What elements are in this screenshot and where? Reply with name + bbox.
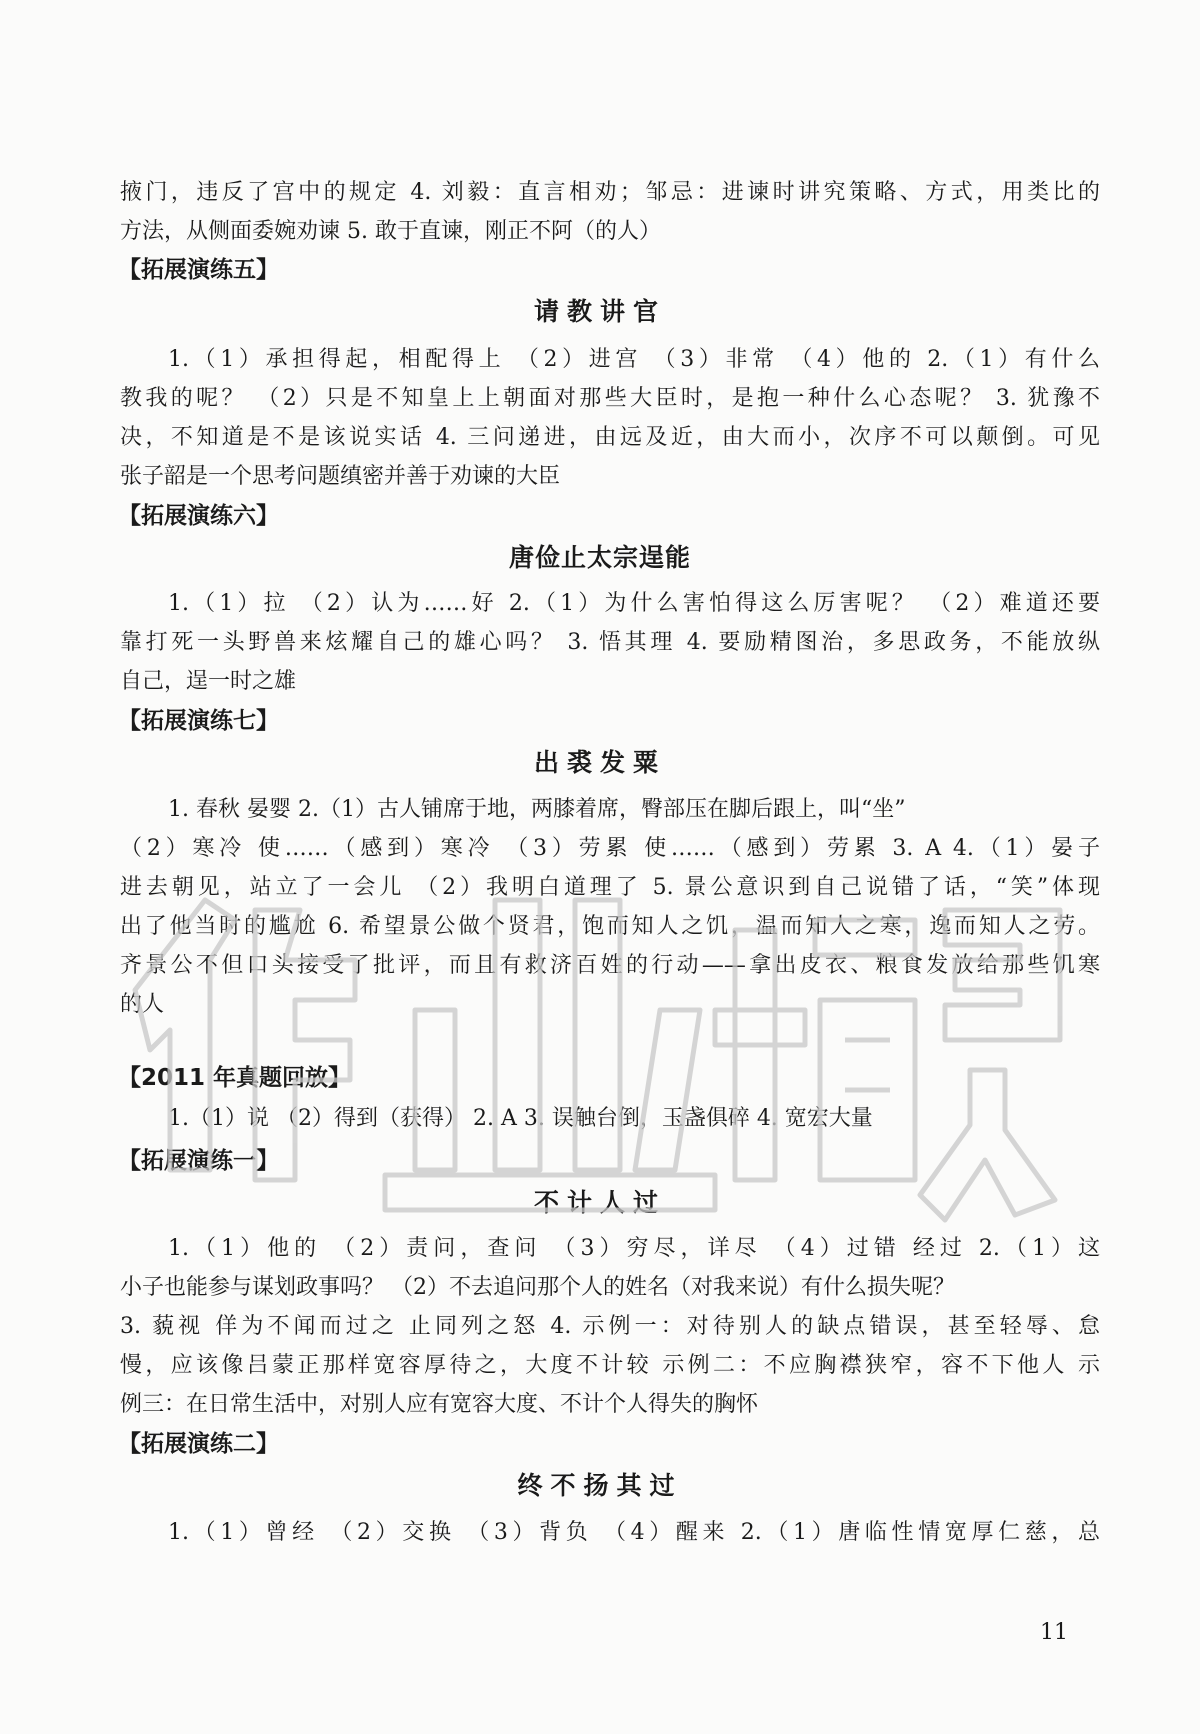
text-line: 齐景公不但口头接受了批评，而且有救济百姓的行动——拿出皮衣、粮食发放给那些饥寒 [120, 953, 1100, 978]
section-heading: 【拓展演练二】 [118, 1431, 279, 1457]
text-line: 1. 春秋 晏婴 2.（1）古人铺席于地，两膝着席，臀部压在脚后跟上，叫“坐” [168, 797, 906, 822]
section-heading: 【2011 年真题回放】 [118, 1065, 352, 1091]
text-line: 例三：在日常生活中，对别人应有宽容大度、不计个人得失的胸怀 [120, 1392, 759, 1417]
text-line: 张子韶是一个思考问题缜密并善于劝谏的大臣 [120, 464, 561, 489]
section-heading: 【拓展演练七】 [118, 708, 279, 734]
text-line: 1.（1）承担得起，相配得上 （2）进宫 （3）非常 （4）他的 2.（1）有什么 [168, 347, 1100, 372]
text-line: 掖门，违反了宫中的规定 4. 刘毅：直言相劝；邹忌：进谏时讲究策略、方式，用类比的 [120, 180, 1100, 205]
article-title: 终不扬其过 [517, 1471, 683, 1500]
text-line: 1.（1）他的 （2）责问，查问 （3）穷尽，详尽 （4）过错 经过 2.（1）这 [168, 1236, 1100, 1261]
section-heading: 【拓展演练一】 [118, 1148, 279, 1174]
article-title: 唐俭止太宗逞能 [508, 543, 691, 572]
text-line: 教我的呢？ （2）只是不知皇上上朝面对那些大臣时，是抱一种什么心态呢？ 3. 犹豫不 [120, 386, 1100, 411]
article-title: 请教讲官 [533, 297, 666, 326]
text-line: 1.（1）曾经 （2）交换 （3）背负 （4）醒来 2.（1）唐临性情宽厚仁慈，总 [168, 1520, 1100, 1545]
text-line: 方法，从侧面委婉劝谏 5. 敢于直谏，刚正不阿（的人） [120, 219, 661, 244]
text-line: 慢，应该像吕蒙正那样宽容厚待之，大度不计较 示例二：不应胸襟狭窄，容不下他人 示 [120, 1353, 1100, 1378]
text-line: 小子也能参与谋划政事吗？ （2）不去追问那个人的姓名（对我来说）有什么损失呢？ [120, 1275, 955, 1300]
text-line: 的人 [120, 992, 165, 1017]
text-line: （2）寒冷 使……（感到）寒冷 （3）劳累 使……（感到）劳累 3. A 4.（1）晏子 [120, 836, 1100, 861]
article-title: 不计人过 [533, 1188, 666, 1217]
text-line: 出了他当时的尴尬 6. 希望景公做个贤君，饱而知人之饥，温而知人之寒，逸而知人之劳。 [120, 914, 1100, 939]
text-line: 决，不知道是不是该说实话 4. 三问递进，由远及近，由大而小，次序不可以颠倒。可见 [120, 425, 1100, 450]
text-line: 1.（1）说 （2）得到（获得） 2. A 3. 误触台倒，玉盏俱碎 4. 宽宏大量 [168, 1106, 873, 1131]
section-heading: 【拓展演练六】 [118, 503, 279, 529]
text-line: 靠打死一头野兽来炫耀自己的雄心吗？ 3. 悟其理 4. 要励精图治，多思政务，不能放纵 [120, 630, 1100, 655]
text-line: 进去朝见，站立了一会儿 （2）我明白道理了 5. 景公意识到自己说错了话，“笑”体现 [120, 875, 1100, 900]
text-line: 自己，逞一时之雄 [120, 669, 297, 694]
page-number: 11 [1040, 1620, 1068, 1645]
article-title: 出裘发粟 [533, 748, 666, 777]
text-line: 3. 藐视 佯为不闻而过之 止同列之怒 4. 示例一：对待别人的缺点错误，甚至轻辱、怠 [120, 1314, 1100, 1339]
text-line: 1.（1）拉 （2）认为……好 2.（1）为什么害怕得这么厉害呢？ （2）难道还要 [168, 591, 1100, 616]
section-heading: 【拓展演练五】 [118, 257, 279, 283]
